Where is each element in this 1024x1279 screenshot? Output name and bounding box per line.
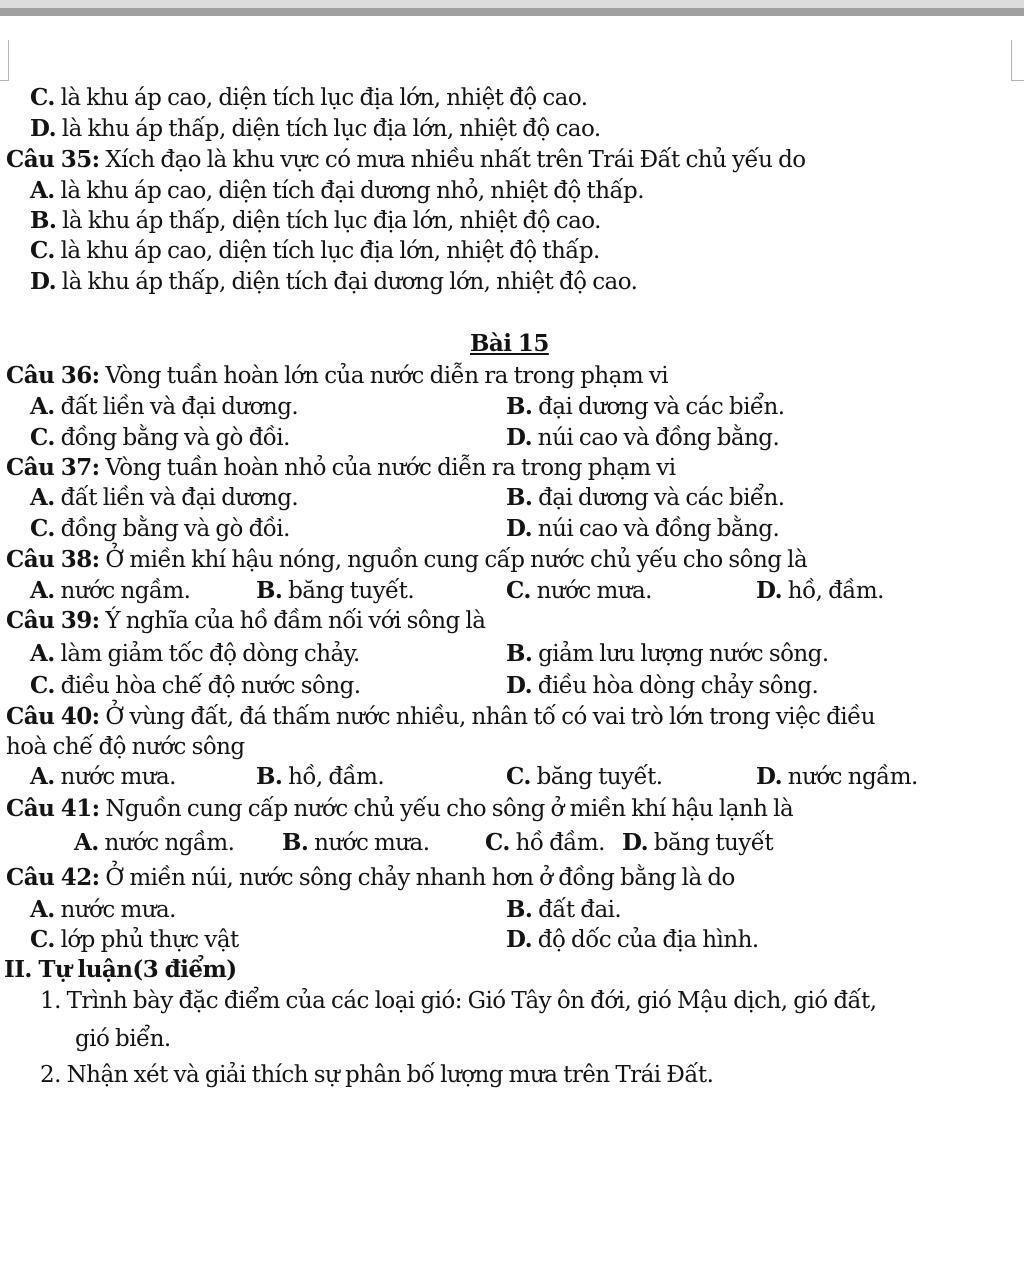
section-essay-heading: II. Tự luận(3 điểm) (4, 956, 237, 983)
q38-option-a: A. nước ngầm. (30, 577, 191, 604)
top-border-dark (0, 8, 1024, 16)
q34-option-d: D. là khu áp thấp, diện tích lục địa lớn, nhiệt độ cao. (30, 115, 601, 142)
q41-option-d: D. băng tuyết (622, 829, 774, 856)
q42-option-c: C. lớp phủ thực vật (30, 926, 239, 953)
q40-option-b: B. hồ, đầm. (256, 763, 385, 790)
q35-option-a: A. là khu áp cao, diện tích đại dương nhỏ, nhiệt độ thấp. (30, 177, 644, 204)
q40-option-c: C. băng tuyết. (506, 763, 663, 790)
q39-option-d: D. điều hòa dòng chảy sông. (506, 672, 819, 699)
q40-option-a: A. nước mưa. (30, 763, 176, 790)
q42-option-a: A. nước mưa. (30, 896, 176, 923)
q41-option-b: B. nước mưa. (282, 829, 430, 856)
question-35: Câu 35: Xích đạo là khu vực có mưa nhiều nhất trên Trái Đất chủ yếu do (6, 146, 806, 173)
q42-option-b: B. đất đai. (506, 896, 622, 923)
question-39: Câu 39: Ý nghĩa của hồ đầm nối với sông là (6, 607, 486, 634)
q36-option-b: B. đại dương và các biển. (506, 393, 785, 420)
question-40: Câu 40: Ở vùng đất, đá thấm nước nhiều, nhân tố có vai trò lớn trong việc điều (6, 703, 875, 730)
q37-option-b: B. đại dương và các biển. (506, 484, 785, 511)
question-37: Câu 37: Vòng tuần hoàn nhỏ của nước diễn ra trong phạm vi (6, 454, 676, 481)
q36-option-a: A. đất liền và đại dương. (30, 393, 299, 420)
q34-option-c: C. là khu áp cao, diện tích lục địa lớn, nhiệt độ cao. (30, 84, 588, 111)
q38-option-c: C. nước mưa. (506, 577, 652, 604)
question-36: Câu 36: Vòng tuần hoàn lớn của nước diễn ra trong phạm vi (6, 362, 669, 389)
question-42: Câu 42: Ở miền núi, nước sông chảy nhanh hơn ở đồng bằng là do (6, 864, 735, 891)
q39-option-c: C. điều hòa chế độ nước sông. (30, 672, 361, 699)
q40-option-d: D. nước ngầm. (756, 763, 918, 790)
q35-option-d: D. là khu áp thấp, diện tích đại dương lớn, nhiệt độ cao. (30, 268, 638, 295)
question-38: Câu 38: Ở miền khí hậu nóng, nguồn cung cấp nước chủ yếu cho sông là (6, 546, 808, 573)
question-41: Câu 41: Nguồn cung cấp nước chủ yếu cho sông ở miền khí hậu lạnh là (6, 795, 794, 822)
top-border (0, 0, 1024, 8)
question-40-cont: hoà chế độ nước sông (6, 734, 245, 760)
q42-option-d: D. độ dốc của địa hình. (506, 926, 759, 953)
essay-question-2: 2. Nhận xét và giải thích sự phân bố lượng mưa trên Trái Đất. (40, 1062, 714, 1088)
q38-option-d: D. hồ, đầm. (756, 577, 884, 604)
q41-option-c: C. hồ đầm. (485, 829, 605, 856)
section-heading: Bài 15 (470, 330, 549, 357)
q38-option-b: B. băng tuyết. (256, 577, 415, 604)
q36-option-c: C. đồng bằng và gò đồi. (30, 424, 290, 451)
essay-question-1: 1. Trình bày đặc điểm của các loại gió: Gió Tây ôn đới, gió Mậu dịch, gió đất, (40, 988, 877, 1014)
q39-option-b: B. giảm lưu lượng nước sông. (506, 640, 829, 667)
page-corner-mark-left (0, 40, 9, 81)
q41-option-a: A. nước ngầm. (74, 829, 235, 856)
q37-option-d: D. núi cao và đồng bằng. (506, 515, 780, 542)
q37-option-c: C. đồng bằng và gò đồi. (30, 515, 290, 542)
q37-option-a: A. đất liền và đại dương. (30, 484, 299, 511)
q35-option-b: B. là khu áp thấp, diện tích lục địa lớn, nhiệt độ cao. (30, 207, 601, 234)
page-corner-mark-right (1011, 40, 1024, 81)
q36-option-d: D. núi cao và đồng bằng. (506, 424, 780, 451)
q35-option-c: C. là khu áp cao, diện tích lục địa lớn, nhiệt độ thấp. (30, 237, 600, 264)
q39-option-a: A. làm giảm tốc độ dòng chảy. (30, 640, 360, 667)
essay-question-1-cont: gió biển. (75, 1026, 171, 1052)
